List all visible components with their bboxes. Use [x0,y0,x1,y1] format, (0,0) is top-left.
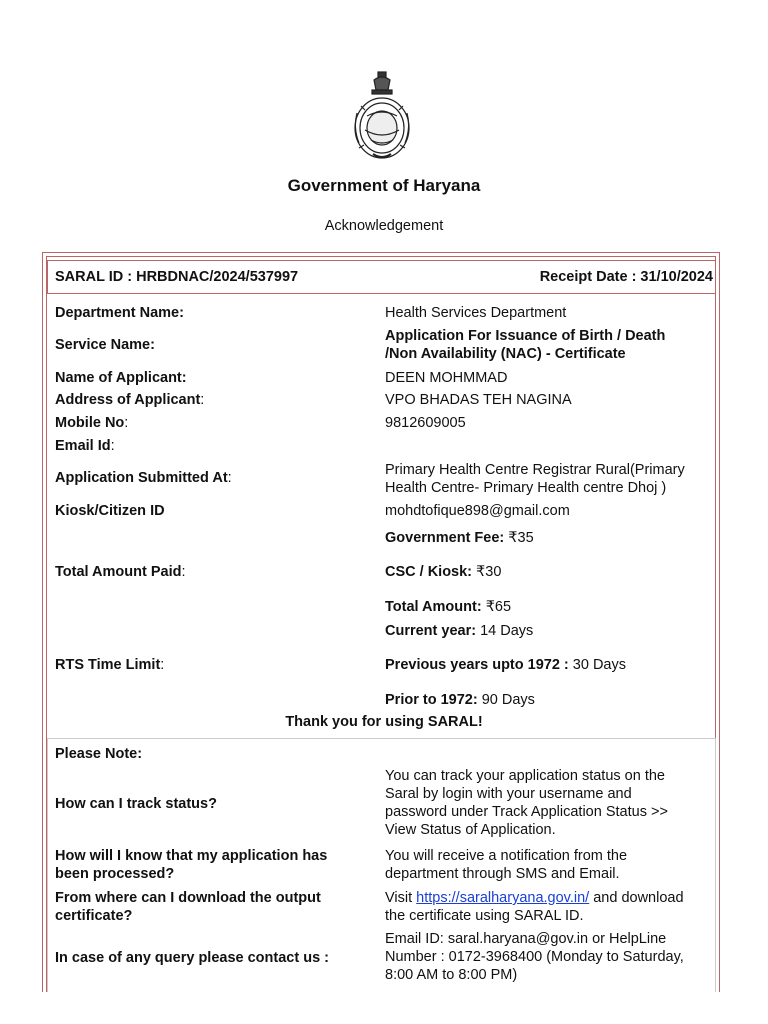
download-answer: Visit https://saralharyana.gov.in/ and download the certificate using SARAL ID. [385,890,684,924]
receipt-date: Receipt Date : 31/10/2024 [539,269,713,285]
saral-id: SARAL ID : HRBDNAC/2024/537997 [55,269,299,285]
notes-heading: Please Note: [55,746,143,762]
mobile-value: 9812609005 [385,415,466,431]
query-question: In case of any query please contact us : [55,950,329,966]
csc-kiosk-fee: CSC / Kiosk: ₹30 [385,564,502,580]
applicant-value: DEEN MOHMMAD [385,370,508,386]
submitted-value: Primary Health Centre Registrar Rural(Primary Health Centre- Primary Health centre Dhoj ) [385,462,685,496]
rts-label: RTS Time Limit: [55,657,165,673]
saral-portal-link[interactable]: https://saralharyana.gov.in/ [416,890,590,906]
total-amount: Total Amount: ₹65 [385,599,512,615]
track-status-question: How can I track status? [55,796,217,812]
service-label: Service Name: [55,337,155,353]
page-title: Government of Haryana [287,176,481,195]
total-paid-label: Total Amount Paid: [55,564,186,580]
address-label: Address of Applicant: [55,392,205,408]
track-status-answer: You can track your application status on the Saral by login with your username and password under Track Application Status >> View Status of Application. [385,768,668,838]
processed-answer: You will receive a notification from the department through SMS and Email. [385,848,628,882]
service-value: Application For Issuance of Birth / Death /Non Availability (NAC) - Certificate [385,328,666,362]
processed-question: How will I know that my application has been processed? [55,848,328,882]
rts-current-year: Current year: 14 Days [385,623,534,639]
email-label: Email Id: [55,438,115,454]
department-label: Department Name: [55,305,184,321]
government-fee: Government Fee: ₹35 [385,530,534,546]
address-value: VPO BHADAS TEH NAGINA [385,392,572,408]
rts-previous-years: Previous years upto 1972 : 30 Days [385,657,626,673]
query-answer: Email ID: saral.haryana@gov.in or HelpLine Number : 0172-3968400 (Monday to Saturday, 8:00 AM to 8:00 PM) [385,931,684,983]
submitted-label: Application Submitted At: [55,470,232,486]
download-question: From where can I download the output certificate? [55,890,321,924]
mobile-label: Mobile No: [55,415,129,431]
kiosk-label: Kiosk/Citizen ID [55,503,165,519]
kiosk-value: mohdtofique898@gmail.com [385,503,570,519]
thank-you-message: Thank you for using SARAL! [285,714,483,730]
department-value: Health Services Department [385,305,567,321]
receipt-id-bar [47,260,716,294]
applicant-label: Name of Applicant: [55,370,187,386]
rts-prior-1972: Prior to 1972: 90 Days [385,692,535,708]
page-subtitle: Acknowledgement [324,218,444,234]
haryana-emblem-icon [347,68,417,168]
